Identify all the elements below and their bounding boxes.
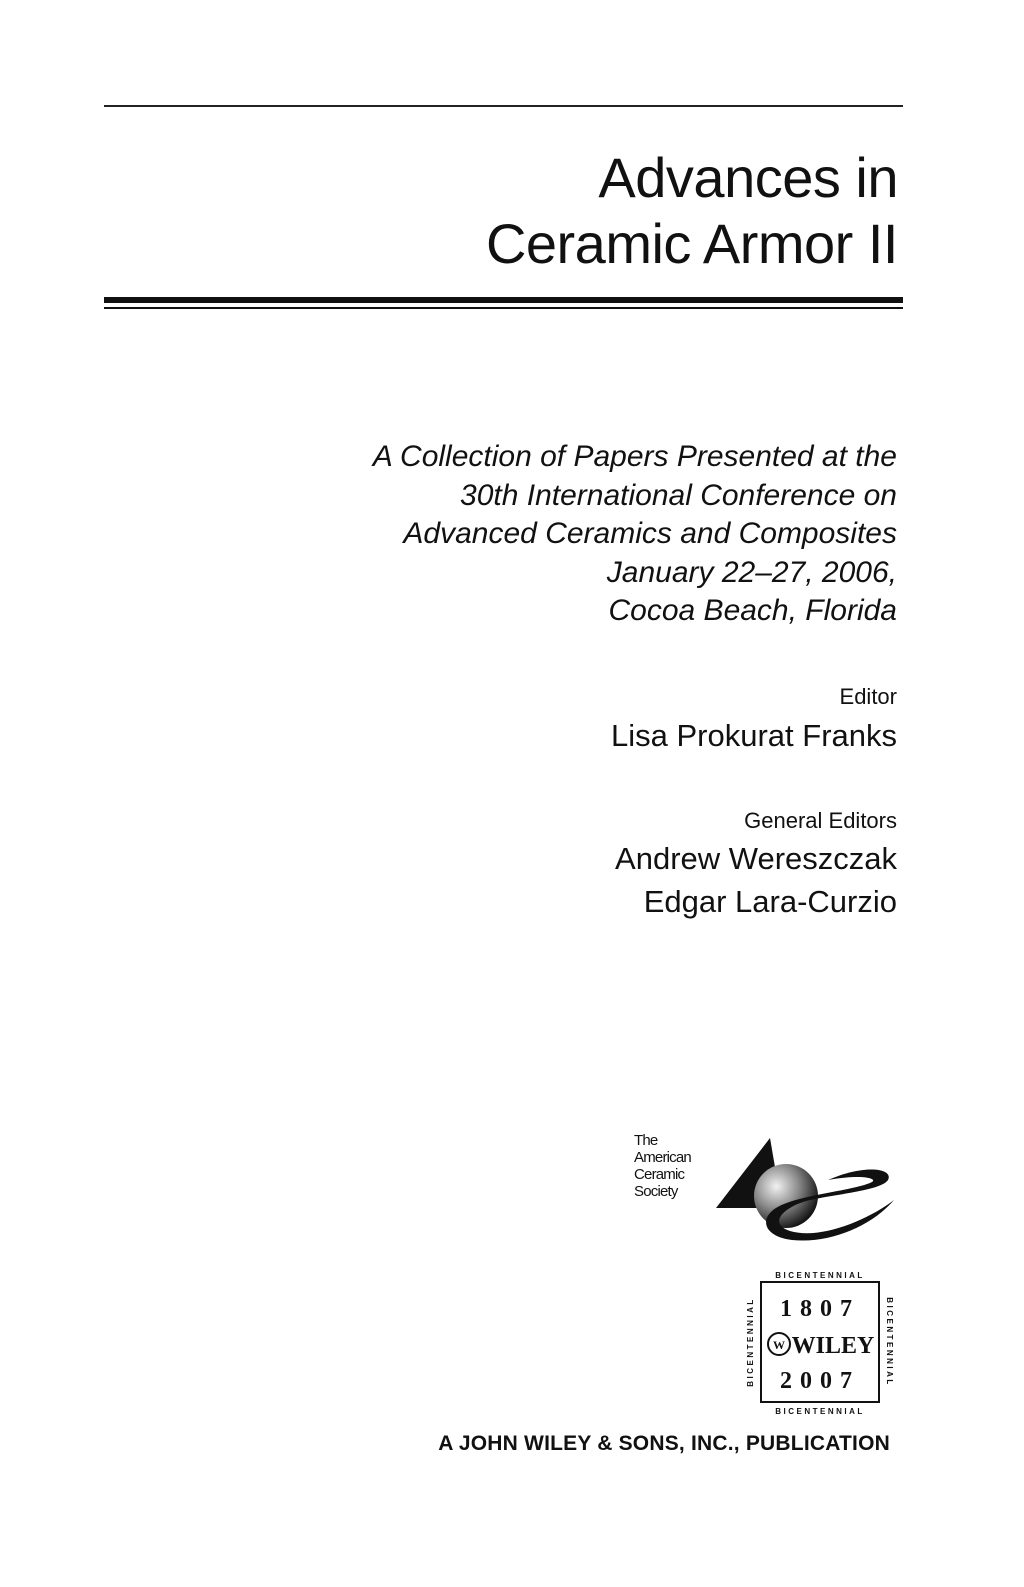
svg-text:W: W [773,1338,785,1352]
top-rule [104,105,903,107]
editor-label: Editor [839,684,897,709]
svg-text:Ceramic: Ceramic [634,1166,685,1183]
subtitle-line-4: January 22–27, 2006, [606,555,897,589]
book-title-line-1: Advances in [598,146,898,209]
bicentennial-top-text: BICENTENNIAL [775,1271,865,1280]
subtitle-line-2: 30th International Conference on [460,478,897,512]
book-title-line-2: Ceramic Armor II [485,212,898,275]
svg-text:Society: Society [634,1183,678,1200]
book-title [486,145,898,277]
year-2007: 2007 [780,1368,860,1394]
editor-name: Lisa Prokurat Franks [611,718,897,753]
bicentennial-left-text: BICENTENNIAL [746,1297,755,1387]
subtitle-line-5: Cocoa Beach, Florida [608,594,897,627]
year-1807: 1807 [780,1296,860,1322]
wiley-wordmark: WILEY [791,1333,875,1359]
title-rule-thin [104,307,903,309]
book-subtitle [373,438,897,631]
bicentennial-bottom-text: BICENTENNIAL [775,1407,865,1416]
svg-text:The: The [634,1132,658,1149]
general-editors-label: General Editors [744,808,897,833]
svg-text:American: American [634,1149,691,1166]
subtitle-line-3: Advanced Ceramics and Composites [403,517,897,550]
title-rule-thick [104,297,903,303]
globe-icon [754,1164,818,1228]
publisher-line: A JOHN WILEY & SONS, INC., PUBLICATION [438,1432,890,1455]
bicentennial-right-text: BICENTENNIAL [885,1297,894,1387]
society-logo-text [634,1132,691,1200]
general-editor-name: Edgar Lara-Curzio [643,884,897,919]
subtitle-line-1: A Collection of Papers Presented at the [372,440,897,473]
american-ceramic-society-logo [632,1128,902,1246]
general-editor-name: Andrew Wereszczak [615,841,897,876]
wiley-bicentennial-logo [745,1268,895,1418]
